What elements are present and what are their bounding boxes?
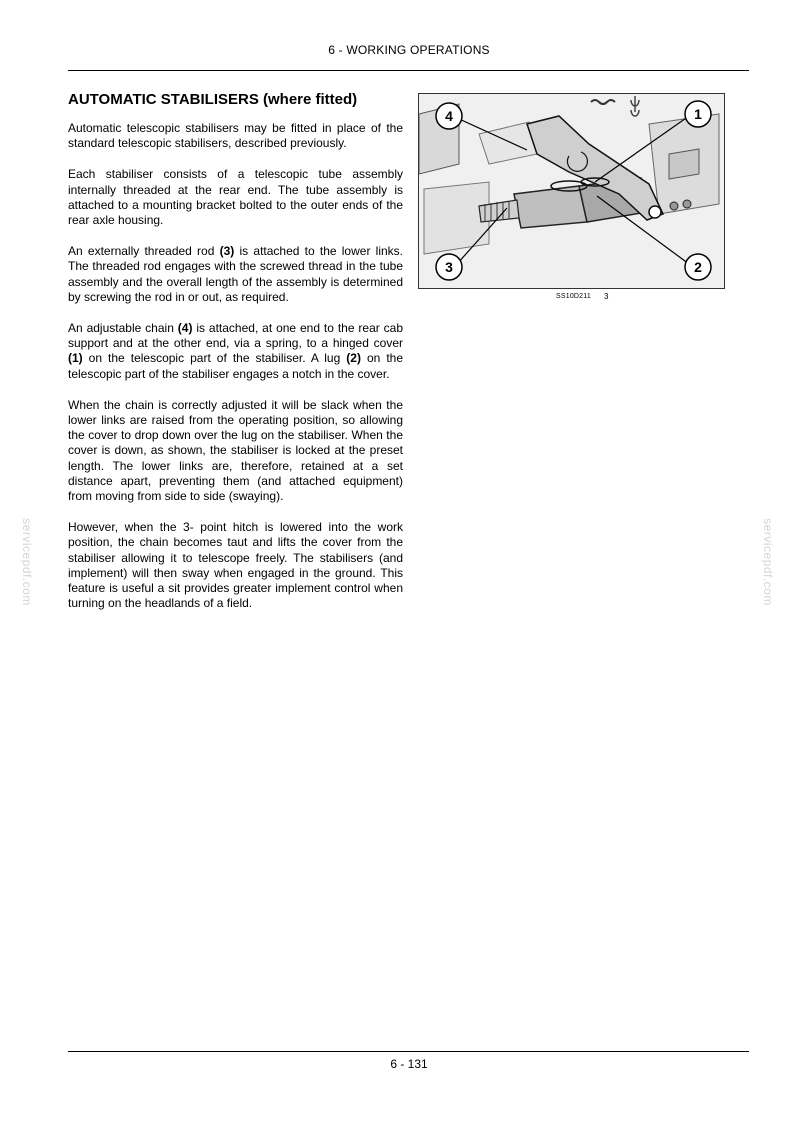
ref-label: (4) [177,321,193,336]
text-run: When the chain is correctly adjusted it will be slack when the lower links are raised from the operating position, so allowing the cover to drop down over the lug on the stabiliser. When the cover is down, as shown, the stabiliser is locked at the preset length. The lower links are, therefore, retained at a set distance apart, preventing them (and attached equipment) from moving from side to side (swaying). [68,397,403,504]
section-title: AUTOMATIC STABILISERS (where fitted) [68,91,358,108]
text-run: An adjustable chain [68,321,178,336]
ref-label: (1) [68,351,83,366]
callout-label: 3 [445,259,453,275]
header-rule [68,70,749,71]
text-run: is attached, at one end to the rear cab support and at the other end, via a spring, to a hinged cover [68,321,403,351]
ref-label: (3) [219,244,235,259]
text-run: Each stabiliser consists of a telescopic tube assembly internally threaded at the rear end. The tube assembly is attached to a mounting bracket bolted to the outer ends of the rear axle housing. [68,167,403,228]
text-run: on the telescopic part of the stabiliser. A lug [82,351,347,366]
callout-label: 2 [694,259,702,275]
paragraph-work-position [68,520,403,611]
page-number: 6 - 131 [390,1057,428,1071]
paragraph-tube-assembly [68,167,403,228]
stabiliser-drawing [419,94,724,288]
text-run: An externally threaded rod [68,244,220,259]
footer-rule [68,1051,749,1052]
paragraph-chain-slack [68,398,403,504]
text-run: Automatic telescopic stabilisers may be fitted in place of the standard telescopic stabilisers, described previously. [68,121,403,151]
ref-label: (2) [346,351,361,366]
callout-label: 4 [445,108,453,124]
text-run: is attached to the lower links. The threaded rod engages with the screwed thread in the tube assembly and the overall length of the assembly is determined by screwing the rod in or out, as required. [68,244,403,304]
stabiliser-illustration [418,93,725,289]
callout-label: 1 [694,106,702,122]
figure-caption: SS10D211 [556,293,591,300]
running-header: 6 - WORKING OPERATIONS [328,43,490,57]
watermark-left: servicepdf.com [20,518,34,606]
callout-2 [685,254,711,280]
text-run: on the telescopic part of the stabiliser engages a notch in the cover. [68,351,404,381]
figure-number: 3 [604,292,609,301]
text-run: However, when the 3- point hitch is lowered into the work position, the chain becomes taut and lifts the cover from the stabiliser allowing it to telescope freely. The stabilisers (and implement) will then sway when engaged in the ground. This feature is useful a sit provides greater implement control when turning on the headlands of a field. [68,520,403,611]
watermark-right: servicepdf.com [761,518,775,606]
callout-3 [436,254,462,280]
paragraph-intro [68,121,403,151]
paragraph-threaded-rod [68,244,403,305]
body-text [68,121,403,627]
paragraph-adjustable-chain [68,321,403,382]
callout-4 [436,103,462,129]
callout-1 [685,101,711,127]
